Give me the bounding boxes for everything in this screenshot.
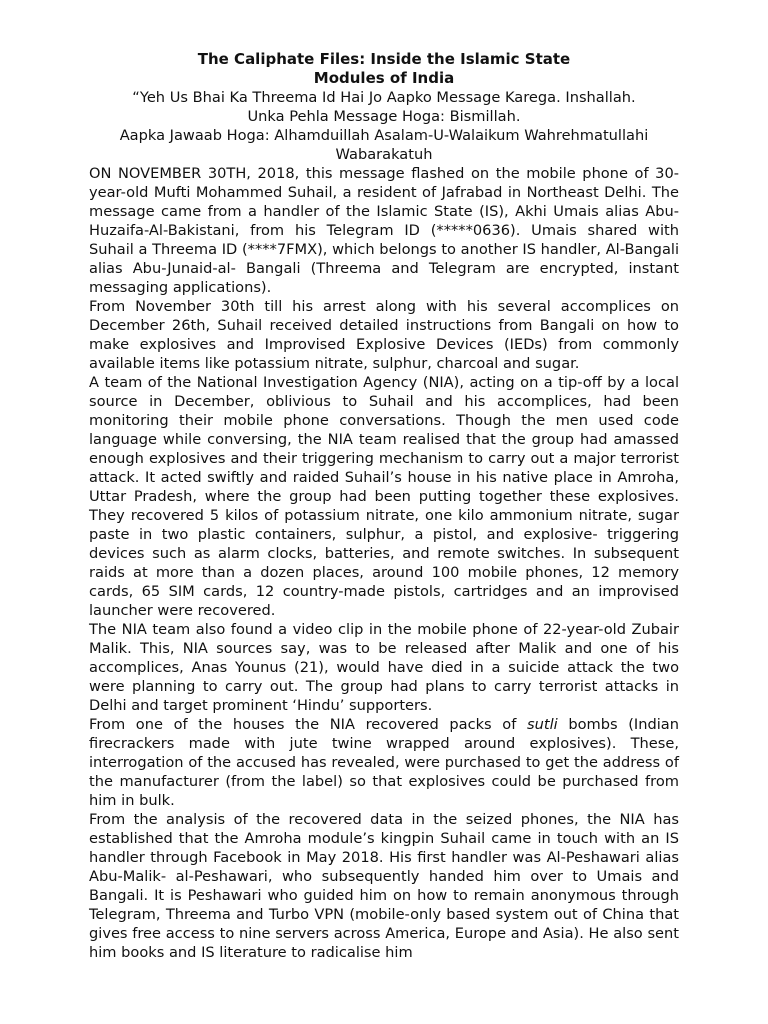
document-page — [89, 50, 679, 962]
quote-line: Aapka Jawaab Hoga: Alhamduillah Asalam-U-Walaikum Wahrehmatullahi Wabarakatuh — [119, 127, 649, 163]
para-text-after: bombs (Indian firecrackers made with jute twine wrapped around explosives). These, interrogation of the accused has revealed, were purchased to get the address of the manufacturer (from the label) so that explosives could be purchased from him in bulk. — [89, 716, 680, 809]
quote-line: “Yeh Us Bhai Ka Threema Id Hai Jo Aapko Message Karega. Inshallah. — [132, 89, 636, 106]
body-paragraph: From the analysis of the recovered data in the seized phones, the NIA has established that the Amroha module’s kingpin Suhail came in touch with an IS handler through Facebook in May 2018. His first handler was Al-Peshawari alias Abu-Malik- al-Peshawari, who subsequently handed him over to Umais and Bangali. It is Peshawari who guided him on how to remain anonymous through Telegram, Threema and Turbo VPN (mobile-only based system out of China that gives free access to nine servers across America, Europe and Asia). He also sent him books and IS literature to radicalise him — [89, 811, 679, 961]
body-paragraph: ON NOVEMBER 30TH, 2018, this message flashed on the mobile phone of 30-year-old Mufti Mohammed Suhail, a resident of Jafrabad in Northeast Delhi. The message came from a handler of the Islamic State (IS), Akhi Umais alias Abu-Huzaifa-Al-Bakistani, from his Telegram ID (*****0636). Umais shared with Suhail a Threema ID (****7FMX), which belongs to another IS handler, Al-Bangali alias Abu-Junaid-al- Bangali (Threema and Telegram are encrypted, instant messaging applications). — [89, 165, 679, 296]
body-paragraph: The NIA team also found a video clip in the mobile phone of 22-year-old Zubair Malik. This, NIA sources say, was to be released after Malik and one of his accomplices, Anas Younus (21), would have died in a suicide attack the two were planning to carry out. The group had plans to carry terrorist attacks in Delhi and target prominent ‘Hindu’ supporters. — [89, 621, 679, 714]
italic-term-sutli: sutli — [527, 716, 558, 733]
body-paragraph-sutli — [89, 715, 679, 810]
body-paragraph: A team of the National Investigation Agency (NIA), acting on a tip-off by a local source in December, oblivious to Suhail and his accomplices, had been monitoring their mobile phone conversations. Though the men used code language while conversing, the NIA team realised that the group had amassed enough explosives and their triggering mechanism to carry out a major terrorist attack. It acted swiftly and raided Suhail’s house in his native place in Amroha, Uttar Pradesh, where the group had been putting together these explosives. They recovered 5 kilos of potassium nitrate, one kilo ammonium nitrate, sugar paste in two plastic containers, sulphur, a pistol, and explosive- triggering devices such as alarm clocks, batteries, and remote switches. In subsequent raids at more than a dozen places, around 100 mobile phones, 12 memory cards, 65 SIM cards, 12 country-made pistols, cartridges and an improvised launcher were recovered. — [89, 374, 679, 619]
quote-line: Unka Pehla Message Hoga: Bismillah. — [247, 108, 521, 125]
document-title-line-2: Modules of India — [313, 69, 455, 87]
para-text-before: From one of the houses the NIA recovered packs of — [89, 716, 527, 733]
body-paragraph: From November 30th till his arrest along with his several accomplices on December 26th, Suhail received detailed instructions from Bangali on how to make explosives and Improvised Explosive Devices (IEDs) from commonly available items like potassium nitrate, sulphur, charcoal and sugar. — [89, 298, 679, 372]
document-title-line-1: The Caliphate Files: Inside the Islamic State — [197, 50, 571, 68]
